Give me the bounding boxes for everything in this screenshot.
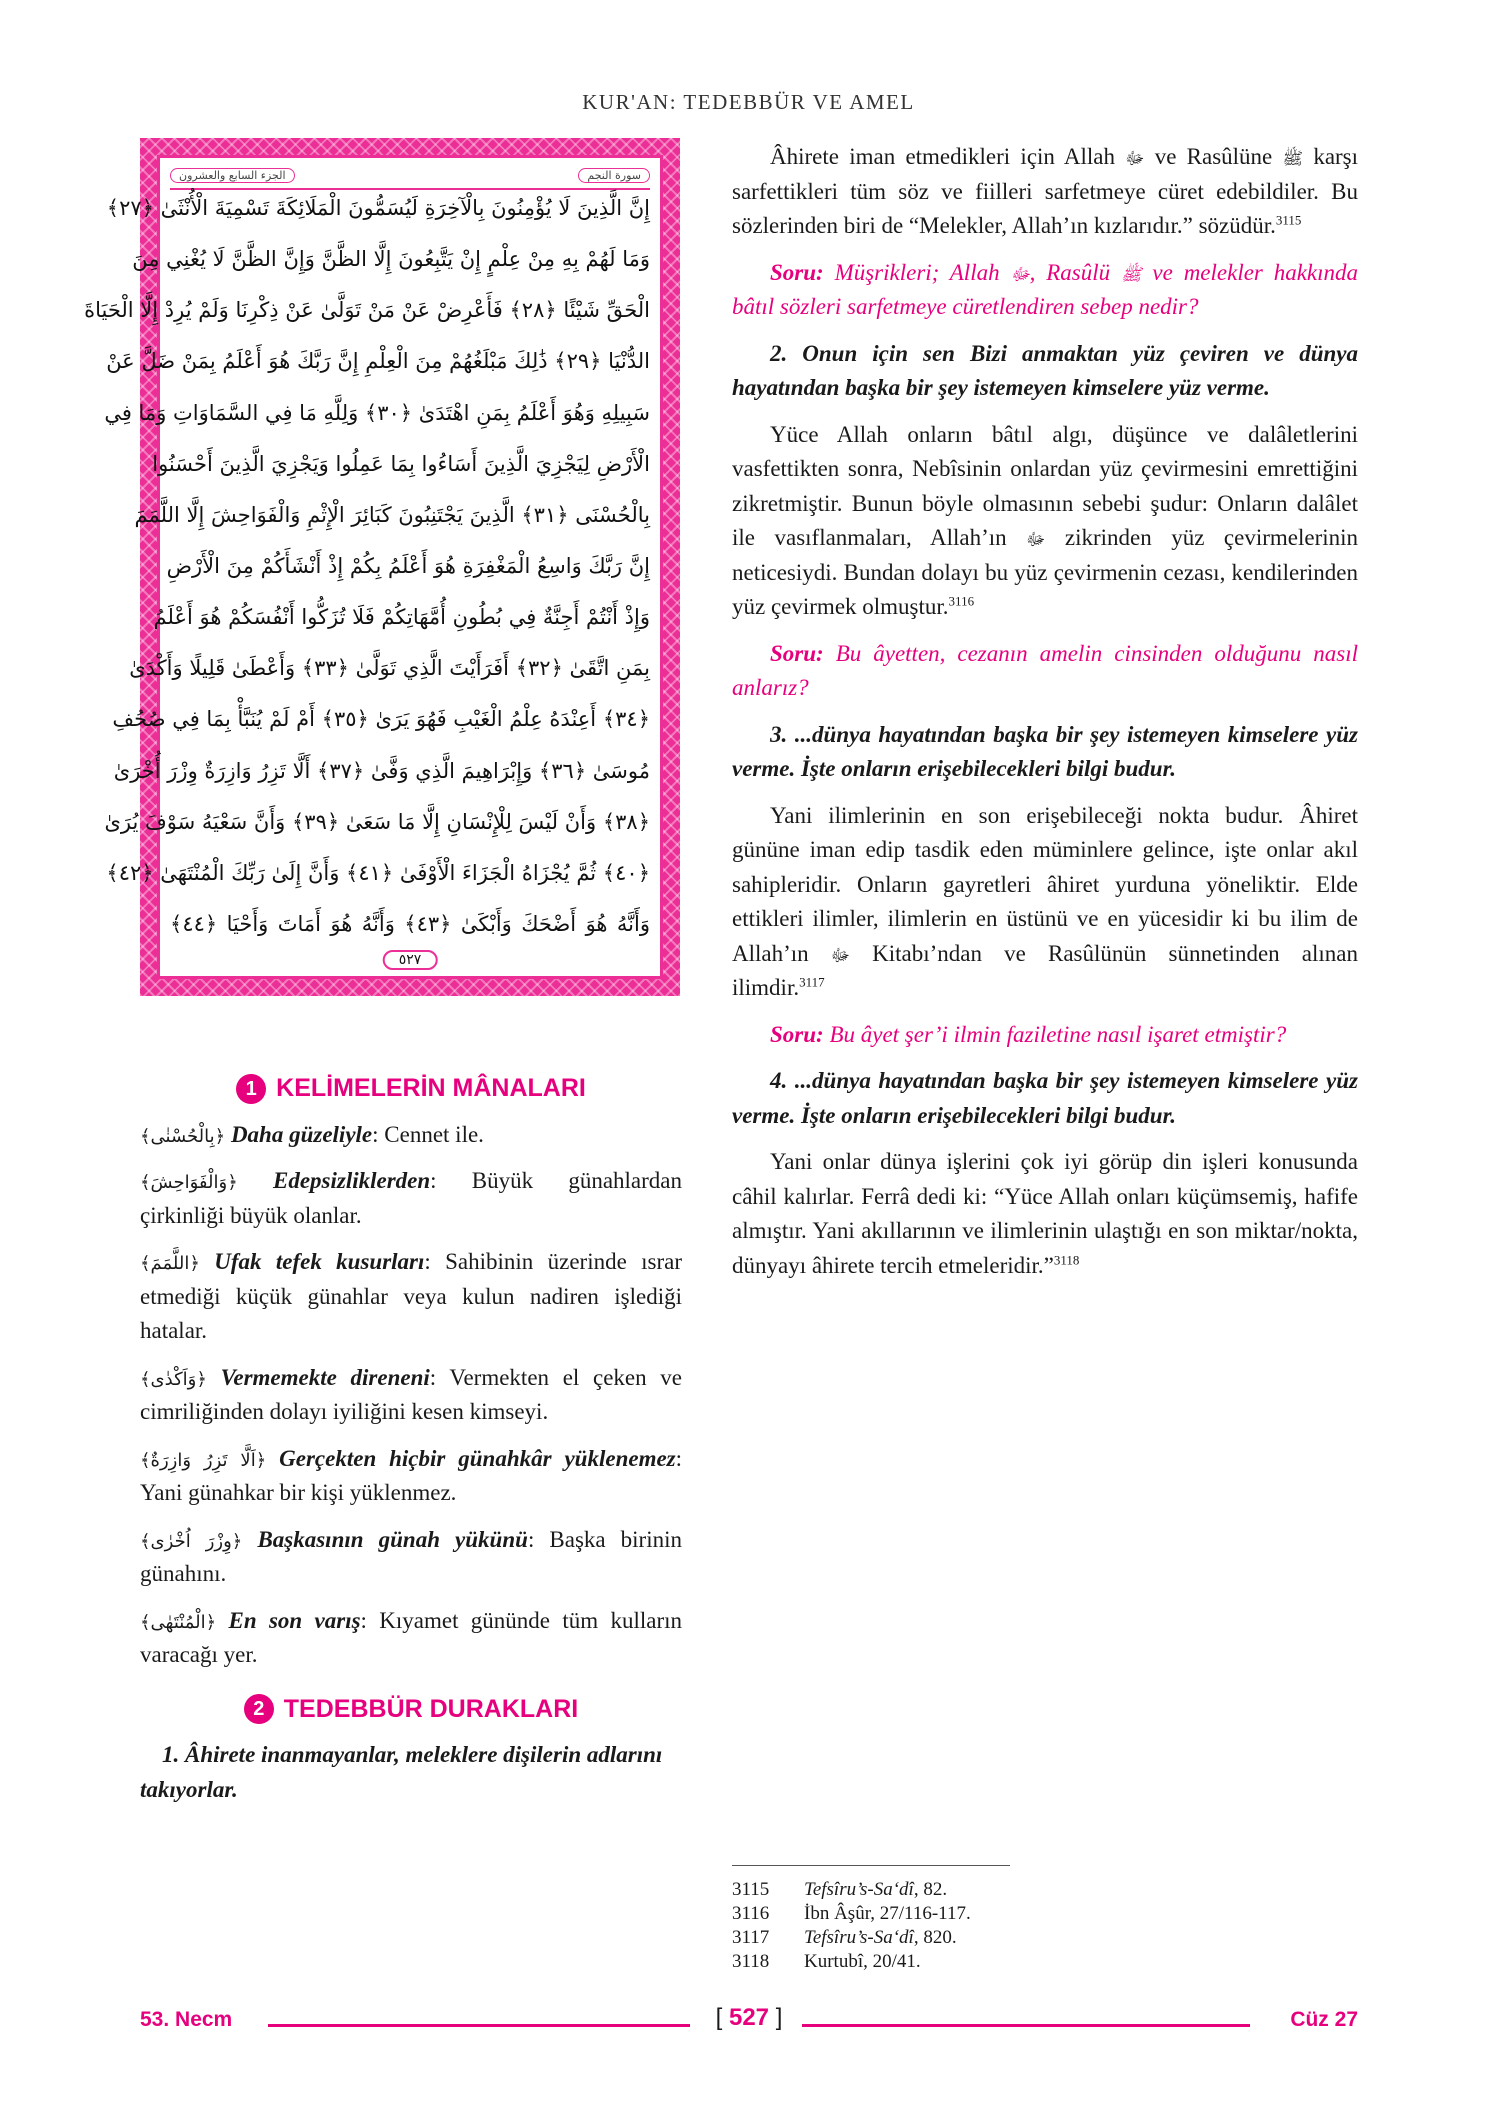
section-number-badge: 1 bbox=[236, 1074, 266, 1104]
glossary-term: Daha güzeliyle bbox=[230, 1121, 373, 1147]
glossary-entry bbox=[140, 1245, 682, 1349]
salawat-glyph: ﷺ bbox=[1121, 264, 1142, 285]
mushaf-line: ﴿٣٨﴾ وَأَنْ لَيْسَ لِلْإِنْسَانِ إِلَّا مَا سَعَىٰ ﴿٣٩﴾ وَأَنَّ سَعْيَهُ سَوْفَ يُرَىٰ bbox=[104, 809, 650, 834]
text: karşı sarfettikleri tüm söz ve fiilleri sarfetmeye cüret edebildiler. Bu sözlerinden biri de “Melekler, Allah’ın kızlarıdır.” sözüdür. bbox=[732, 144, 1359, 238]
footnote-text: , 82. bbox=[913, 1879, 948, 1900]
footnotes bbox=[732, 1878, 1358, 1974]
mushaf-line: الْأَرْضِ لِيَجْزِيَ الَّذِينَ أَسَاءُوا بِمَا عَمِلُوا وَيَجْزِيَ الَّذِينَ أَحْسَنُوا bbox=[152, 451, 650, 476]
arabic-term: ﴿بِالْحُسْنٰى﴾ bbox=[140, 1125, 226, 1147]
mushaf-line: بِمَنِ اتَّقَىٰ ﴿٣٢﴾ أَفَرَأَيْتَ الَّذِي تَوَلَّىٰ ﴿٣٣﴾ وَأَعْطَىٰ قَلِيلًا وَأَكْدَىٰ bbox=[129, 656, 650, 681]
paragraph bbox=[732, 140, 1358, 244]
footnote bbox=[732, 1950, 1358, 1974]
page-number: [ 527 ] bbox=[715, 2004, 783, 2031]
footer-rule-left bbox=[268, 2024, 690, 2027]
question-label: Soru: bbox=[770, 1021, 824, 1047]
footnote-ref[interactable]: 3116 bbox=[948, 593, 975, 609]
glossary-entry bbox=[140, 1118, 682, 1153]
mushaf-line: إِنَّ رَبَّكَ وَاسِعُ الْمَغْفِرَةِ هُوَ أَعْلَمُ بِكُمْ إِذْ أَنْشَأَكُمْ مِنَ الْأَرْضِ bbox=[166, 553, 650, 578]
glossary-entry bbox=[140, 1523, 682, 1592]
footnote-text: , 820. bbox=[913, 1927, 957, 1948]
verse-heading: 3. ...dünya hayatından başka bir şey istemeyen kimselere yüz verme. İşte onların erişebilecekleri bilgi budur. bbox=[732, 721, 1358, 781]
mushaf-line: ﴿٤٠﴾ ثُمَّ يُجْزَاهُ الْجَزَاءَ الْأَوْفَىٰ ﴿٤١﴾ وَأَنَّ إِلَىٰ رَبِّكَ الْمُنْتَهَىٰ ﴿٤٢﴾ bbox=[106, 860, 650, 885]
footnote bbox=[732, 1926, 1358, 1950]
mushaf-line: سَبِيلِهِ وَهُوَ أَعْلَمُ بِمَنِ اهْتَدَىٰ ﴿٣٠﴾ وَلِلَّهِ مَا فِي السَّمَاوَاتِ وَمَا فِي bbox=[104, 400, 650, 425]
text: Müşrikleri; Allah bbox=[834, 259, 1000, 285]
text: ve Rasûlüne bbox=[1154, 144, 1273, 169]
text: Bu âyetten, cezanın amelin cinsinden olduğunu nasıl anlarız? bbox=[732, 640, 1358, 700]
verse-heading: 4. ...dünya hayatından başka bir şey istemeyen kimselere yüz verme. İşte onların erişebilecekleri bilgi budur. bbox=[732, 1068, 1358, 1128]
paragraph bbox=[732, 799, 1358, 1006]
section-title: KELİMELERİN MÂNALARI bbox=[276, 1074, 586, 1102]
glossary-term: Başkasının günah yükünü bbox=[257, 1526, 528, 1552]
mushaf-text bbox=[84, 194, 650, 938]
footnote-text: İbn Âşûr, 27/116-117. bbox=[804, 1903, 971, 1924]
footnote-number: 3118 bbox=[732, 1951, 770, 1972]
footnote-text: Kurtubî, 20/41. bbox=[804, 1951, 921, 1972]
text: zikrinden yüz çevirmelerinin neticesiydi. Bundan dolayı bu yüz çevirmenin cezası, kendilerinden yüz çevirmek olmuştur. bbox=[732, 525, 1359, 619]
text: Kitabı’ndan ve Rasûlünün sünnetinden alınan ilimdir. bbox=[732, 940, 1358, 1000]
arabic-term: ﴿وَالْفَوَاحِشَ﴾ bbox=[140, 1172, 238, 1193]
glossary-term: Gerçekten hiçbir günahkâr yüklenemez bbox=[279, 1445, 676, 1471]
footnote bbox=[732, 1878, 1358, 1902]
glossary-definition: : Sahibinin üzerinde ısrar etmediği küçük günahlar veya kulun nadiren işlediği hatalar. bbox=[140, 1249, 683, 1343]
glossary-definition: : Yani günahkar bir kişi yüklenmez. bbox=[140, 1445, 683, 1505]
mushaf-line: إِنَّ الَّذِينَ لَا يُؤْمِنُونَ بِالْآخِرَةِ لَيُسَمُّونَ الْمَلَائِكَةَ تَسْمِيَةَ الْأُنْثَىٰ ﴿٢٧﴾ bbox=[106, 196, 650, 220]
footnote-source: Tefsîru’s-Sa‘dî bbox=[804, 1927, 914, 1948]
question-label: Soru: bbox=[770, 640, 824, 666]
mushaf-topbar bbox=[170, 162, 650, 190]
question bbox=[732, 637, 1358, 706]
text: Yüce Allah onların bâtıl algı, düşünce ve dalâletlerini vasfettikten sonra, Nebîsinin onlardan yüz çevirmesini emrettiğini zikretmiştir. Bunun böyle olmasının sebebi şudur: Onların dalâlet ile vasıflanmaları, Allah’ın bbox=[732, 421, 1358, 550]
verse-heading: 2. Onun için sen Bizi anmaktan yüz çeviren ve dünya hayatından başka bir şey istemeyen kimselere yüz verme. bbox=[732, 340, 1358, 400]
page-footer bbox=[140, 2004, 1358, 2038]
glossary-term: Vermemekte direneni bbox=[220, 1364, 430, 1390]
glossary-entry bbox=[140, 1361, 682, 1430]
left-column bbox=[140, 1070, 682, 1807]
footnote-divider bbox=[732, 1865, 1010, 1866]
juz-label: الجزء السابع والعشرون bbox=[170, 168, 295, 183]
jalla-jalaluhu-glyph: ﷻ bbox=[1026, 530, 1046, 550]
mushaf-line: الدُّنْيَا ﴿٢٩﴾ ذَٰلِكَ مَبْلَغُهُمْ مِنَ الْعِلْمِ إِنَّ رَبَّكَ هُوَ أَعْلَمُ بِمَنْ ضَلَّ عَنْ bbox=[106, 349, 650, 374]
footnote-number: 3117 bbox=[732, 1927, 770, 1948]
glossary-term: Edepsizliklerden bbox=[272, 1168, 431, 1193]
arabic-term: ﴿وَاَكْدٰى﴾ bbox=[140, 1368, 207, 1390]
glossary-entry bbox=[140, 1442, 682, 1511]
glossary-term: Ufak tefek kusurları bbox=[214, 1249, 425, 1274]
jalla-jalaluhu-glyph: ﷻ bbox=[830, 945, 850, 966]
section-heading-kelimeler bbox=[140, 1070, 682, 1108]
mushaf-line: بِالْحُسْنَى ﴿٣١﴾ الَّذِينَ يَجْتَنِبُونَ كَبَائِرَ الْإِثْمِ وَالْفَوَاحِشَ إِلَّا اللَّمَمَ bbox=[134, 502, 650, 527]
section-number-badge: 2 bbox=[244, 1694, 274, 1724]
mushaf-line: ﴿٣٤﴾ أَعِنْدَهُ عِلْمُ الْغَيْبِ فَهُوَ يَرَىٰ ﴿٣٥﴾ أَمْ لَمْ يُنَبَّأْ بِمَا فِي صُحُفِ bbox=[112, 707, 650, 732]
arabic-term: ﴿وِزْرَ اُخْرٰى﴾ bbox=[140, 1530, 243, 1552]
arabic-term: ﴿اللَّمَمَ﴾ bbox=[140, 1253, 200, 1274]
section-title: TEDEBBÜR DURAKLARI bbox=[283, 1694, 579, 1723]
mushaf-line: وَأَنَّهُ هُوَ أَضْحَكَ وَأَبْكَىٰ ﴿٤٣﴾ وَأَنَّهُ هُوَ أَمَاتَ وَأَحْيَا ﴿٤٤﴾ bbox=[170, 911, 650, 936]
footnote-ref[interactable]: 3118 bbox=[1053, 1251, 1080, 1267]
section-heading-tedebbur bbox=[140, 1691, 682, 1729]
question bbox=[732, 256, 1358, 325]
running-header: KUR'AN: TEDEBBÜR VE AMEL bbox=[582, 90, 915, 114]
tedebbur-point-1: 1. Âhirete inanmayanlar, meleklere dişilerin adlarını takıyorlar. bbox=[140, 1742, 663, 1802]
text: ve melekler hakkında bâtıl sözleri sarfetmeye cüretlendiren sebep nedir? bbox=[732, 259, 1359, 319]
text: Yani onlar dünya işlerini çok iyi görüp din işleri konusunda câhil kalırlar. Ferrâ dedi ki: “Yüce Allah onları küçümsemiş, hafife almıştır. Yani akıllarının ve ilimlerinin ulaştığı en son miktar/nokta, dünyayı âhirete tercih etmeleridir.” bbox=[732, 1149, 1358, 1278]
salawat-glyph: ﷺ bbox=[1282, 149, 1304, 169]
mushaf-line: مُوسَىٰ ﴿٣٦﴾ وَإِبْرَاهِيمَ الَّذِي وَفَّىٰ ﴿٣٧﴾ أَلَّا تَزِرُ وَازِرَةٌ وِزْرَ أُخْرَىٰ bbox=[113, 758, 650, 783]
mushaf-page bbox=[84, 155, 663, 979]
question bbox=[732, 1018, 1358, 1053]
footnote-ref[interactable]: 3115 bbox=[1275, 212, 1302, 228]
arabic-term: ﴿الْمُنْتَهٰى﴾ bbox=[140, 1611, 217, 1633]
glossary-definition: : Kıyamet gününde tüm kulların varacağı yer. bbox=[140, 1607, 683, 1667]
text: Yani ilimlerinin en son erişebileceği nokta budur. Âhiret gününe iman edip tasdik eden müminlere gelince, işte onlar akıl sahipleridir. Onların gayretleri âhiret yurduna yöneliktir. Elde ettikleri ilimler, ilimlerin en üstünü ve en yücesidir ki bu ilim de Allah’ın bbox=[732, 802, 1358, 966]
footnote-ref[interactable]: 3117 bbox=[799, 974, 825, 990]
arabic-term: ﴿اَلَّا تَزِرُ وَازِرَةٌ﴾ bbox=[140, 1449, 267, 1471]
question-label: Soru: bbox=[770, 259, 824, 285]
right-column bbox=[732, 140, 1358, 1295]
glossary-definition: : Vermekten el çeken ve cimriliğinden dolayı iyiliğini kesen kimseyi. bbox=[140, 1364, 682, 1424]
page-number-value: 527 bbox=[728, 2004, 770, 2031]
mushaf-page-number: ٥٢٧ bbox=[383, 950, 438, 970]
glossary-definition: : Büyük günahlardan çirkinliği büyük olanlar. bbox=[140, 1168, 682, 1228]
mushaf-line: الْحَقِّ شَيْئًا ﴿٢٨﴾ فَأَعْرِضْ عَنْ مَنْ تَوَلَّىٰ عَنْ ذِكْرِنَا وَلَمْ يُرِدْ إِلَّا الْحَيَاةَ bbox=[84, 298, 650, 323]
paragraph bbox=[732, 418, 1358, 625]
surah-name-label: سورة النجم bbox=[578, 168, 650, 183]
paragraph bbox=[732, 1145, 1358, 1283]
jalla-jalaluhu-glyph: ﷻ bbox=[1125, 149, 1145, 169]
glossary-definition: : Cennet ile. bbox=[372, 1121, 484, 1147]
glossary-definition: : Başka birinin günahını. bbox=[140, 1526, 683, 1586]
mushaf-line: وَإِذْ أَنْتُمْ أَجِنَّةٌ فِي بُطُونِ أُمَّهَاتِكُمْ فَلَا تُزَكُّوا أَنْفُسَكُمْ هُوَ أَعْلَمُ bbox=[153, 605, 650, 630]
footer-rule-right bbox=[802, 2024, 1250, 2027]
text: Âhirete iman etmedikleri için Allah bbox=[770, 144, 1115, 169]
glossary-entry bbox=[140, 1604, 682, 1673]
footnote-source: Tefsîru’s-Sa‘dî bbox=[804, 1879, 914, 1900]
surah-footer-label: 53. Necm bbox=[140, 2008, 233, 2031]
text: Bu âyet şer’i ilmin faziletine nasıl işaret etmiştir? bbox=[829, 1021, 1287, 1047]
mushaf-page-frame bbox=[84, 138, 680, 996]
mushaf-line: وَمَا لَهُمْ بِهِ مِنْ عِلْمٍ إِنْ يَتَّبِعُونَ إِلَّا الظَّنَّ وَإِنَّ الظَّنَّ لَا يُغْنِي مِنَ bbox=[132, 247, 650, 272]
footnote-number: 3115 bbox=[732, 1879, 770, 1900]
jalla-jalaluhu-glyph: ﷻ bbox=[1010, 264, 1030, 285]
juz-footer-label: Cüz 27 bbox=[1290, 2008, 1358, 2031]
footnote-number: 3116 bbox=[732, 1903, 770, 1924]
text: , Rasûlü bbox=[1029, 259, 1111, 285]
footnote bbox=[732, 1902, 1358, 1926]
glossary-entry bbox=[140, 1164, 682, 1233]
glossary-term: En son varış bbox=[228, 1607, 361, 1633]
